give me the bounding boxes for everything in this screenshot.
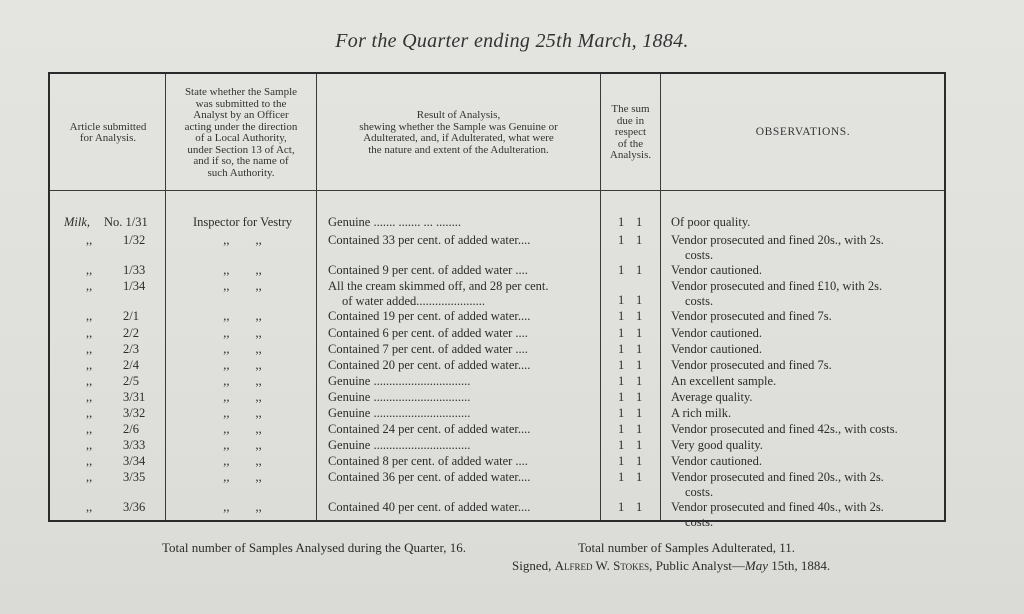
observation-text: Vendor cautioned.	[671, 263, 762, 277]
sample-number: 3/32	[123, 406, 146, 420]
result-text: Contained 24 per cent. of added water....	[328, 422, 531, 436]
sum-shillings: 1	[618, 390, 625, 404]
observation-cell	[671, 264, 941, 277]
ditto-mark: ,,	[255, 233, 262, 247]
observation-text: Vendor prosecuted and fined 7s.	[671, 358, 832, 372]
sample-number: 2/4	[123, 358, 139, 372]
sample-number: 1/33	[123, 263, 146, 277]
ditto-mark: ,,	[255, 422, 262, 436]
ditto-mark: ,,	[86, 263, 93, 277]
title-date: 25th March, 1884.	[535, 30, 689, 52]
result-text-continued: of water added......................	[342, 293, 486, 308]
ditto-mark: ,,	[223, 309, 230, 323]
sample-number: 2/1	[123, 309, 139, 323]
sum-shillings: 1	[618, 309, 625, 323]
observation-text: Vendor prosecuted and fined 7s.	[671, 309, 832, 323]
sum-shillings: 1	[618, 374, 625, 388]
ditto-mark: ,,	[255, 454, 262, 468]
observation-text: Average quality.	[671, 390, 753, 404]
observation-cell	[671, 327, 941, 340]
result-text: Contained 40 per cent. of added water....	[328, 500, 531, 514]
observation-text-continued: costs.	[685, 293, 714, 308]
sum-shillings: 1	[618, 215, 625, 229]
result-text: Genuine ...............................	[328, 374, 471, 388]
observation-text-continued: costs.	[685, 484, 714, 499]
ditto-mark: ,,	[86, 438, 93, 452]
sum-pence: 1	[636, 358, 643, 372]
observation-text: An excellent sample.	[671, 374, 777, 388]
observation-text: A rich milk.	[671, 406, 732, 420]
ditto-mark: ,,	[223, 326, 230, 340]
ditto-mark: ,,	[86, 342, 93, 356]
column-rule	[316, 74, 317, 520]
ditto-mark: ,,	[86, 406, 93, 420]
footer-totals	[162, 540, 796, 556]
sum-pence: 1	[636, 374, 643, 388]
observation-text: Vendor prosecuted and fined 42s., with costs.	[671, 422, 898, 436]
observation-text: Vendor prosecuted and fined 40s., with 2s.	[671, 500, 884, 514]
observation-cell	[671, 375, 941, 388]
header-observations: OBSERVATIONS.	[755, 126, 851, 139]
authority-cell	[170, 310, 315, 323]
ditto-mark: ,,	[255, 438, 262, 452]
observation-cell	[671, 439, 941, 452]
observation-text: Of poor quality.	[671, 215, 751, 229]
authority-cell	[170, 234, 315, 247]
authority-cell: Inspector for Vestry	[192, 215, 293, 229]
observation-text: Vendor cautioned.	[671, 342, 762, 356]
ditto-mark: ,,	[223, 454, 230, 468]
result-text: Genuine ....... ....... ... ........	[328, 215, 461, 229]
header-sum	[602, 78, 659, 188]
result-cell	[328, 423, 590, 436]
sum-pence: 1	[636, 326, 643, 340]
ditto-mark: ,,	[255, 342, 262, 356]
observation-cell	[671, 216, 941, 229]
observation-cell	[671, 391, 941, 404]
signature-line	[512, 558, 830, 574]
ditto-mark: ,,	[86, 326, 93, 340]
result-cell	[328, 471, 590, 484]
ditto-mark: ,,	[223, 279, 230, 293]
header-rule	[50, 190, 944, 191]
header-result-text: Result of Analysis, shewing whether the Sample was Genuine or Adulterated, and, if Adulterated, what were the nature and extent of the Adulteration.	[359, 109, 558, 156]
authority-cell	[170, 423, 315, 436]
ditto-mark: ,,	[86, 422, 93, 436]
result-cell	[328, 280, 590, 307]
result-text: Contained 8 per cent. of added water ....	[328, 454, 528, 468]
sum-shillings: 1	[618, 500, 625, 514]
result-cell	[328, 216, 590, 229]
observation-cell	[671, 359, 941, 372]
result-text: Contained 33 per cent. of added water....	[328, 233, 531, 247]
observation-cell	[671, 343, 941, 356]
authority-cell	[170, 471, 315, 484]
ditto-mark: ,,	[223, 342, 230, 356]
result-cell	[328, 359, 590, 372]
observation-cell	[671, 455, 941, 468]
ditto-mark: ,,	[255, 470, 262, 484]
observation-cell	[671, 423, 941, 436]
authority-cell	[170, 327, 315, 340]
result-text: All the cream skimmed off, and 28 per cent.	[328, 279, 549, 293]
signature-date: 15th, 1884.	[768, 558, 831, 573]
authority-cell	[170, 359, 315, 372]
result-cell	[328, 439, 590, 452]
column-rule	[165, 74, 166, 520]
authority-cell	[170, 375, 315, 388]
ditto-mark: ,,	[223, 406, 230, 420]
column-rule	[660, 74, 661, 520]
header-article	[52, 78, 164, 188]
authority-cell	[170, 264, 315, 277]
sample-number: 2/2	[123, 326, 139, 340]
sum-shillings: 1	[618, 233, 625, 247]
ditto-mark: ,,	[255, 500, 262, 514]
sample-number: 3/31	[123, 390, 146, 404]
title-prefix: For the Quarter ending	[335, 30, 536, 52]
observation-cell	[671, 501, 941, 528]
header-sum-text: The sum due in respect of the Analysis.	[609, 103, 652, 162]
signed-prefix: Signed,	[512, 558, 552, 573]
ditto-mark: ,,	[255, 390, 262, 404]
signatory-role: Public Analyst—	[655, 558, 745, 573]
result-cell	[328, 375, 590, 388]
sum-pence: 1	[636, 422, 643, 436]
ditto-mark: ,,	[223, 390, 230, 404]
observation-text: Vendor prosecuted and fined 20s., with 2s.	[671, 470, 884, 484]
sum-pence: 1	[636, 293, 643, 307]
authority-cell	[170, 439, 315, 452]
sum-pence: 1	[636, 390, 643, 404]
sum-shillings: 1	[618, 422, 625, 436]
ditto-mark: ,,	[255, 374, 262, 388]
result-text: Contained 20 per cent. of added water....	[328, 358, 531, 372]
total-adulterated: Total number of Samples Adulterated, 11.	[578, 540, 796, 555]
result-text: Contained 6 per cent. of added water ....	[328, 326, 528, 340]
ditto-mark: ,,	[223, 263, 230, 277]
result-cell	[328, 501, 590, 514]
ditto-mark: ,,	[86, 279, 93, 293]
sample-number: 1/34	[123, 279, 146, 293]
result-text: Genuine ...............................	[328, 406, 471, 420]
sum-pence: 1	[636, 454, 643, 468]
result-text: Genuine ...............................	[328, 390, 471, 404]
article-name: Milk,	[64, 215, 91, 229]
sum-shillings: 1	[618, 438, 625, 452]
authority-cell	[170, 455, 315, 468]
sum-pence: 1	[636, 342, 643, 356]
sum-shillings: 1	[618, 470, 625, 484]
header-authority-text: State whether the Sample was submitted to the Analyst by an Officer acting under the direction of a Local Authority, under Section 13 of Act, and if so, the name of such Authority.	[184, 86, 298, 179]
sum-pence: 1	[636, 263, 643, 277]
sample-number: 2/6	[123, 422, 139, 436]
observation-cell	[671, 407, 941, 420]
sum-shillings: 1	[618, 326, 625, 340]
sample-number: 3/35	[123, 470, 146, 484]
result-cell	[328, 391, 590, 404]
result-cell	[328, 343, 590, 356]
result-cell	[328, 407, 590, 420]
observation-text: Vendor prosecuted and fined £10, with 2s.	[671, 279, 883, 293]
ditto-mark: ,,	[255, 279, 262, 293]
ditto-mark: ,,	[255, 406, 262, 420]
sample-number: 3/33	[123, 438, 146, 452]
sample-number: 2/5	[123, 374, 139, 388]
result-cell	[328, 455, 590, 468]
sum-shillings: 1	[618, 293, 625, 307]
column-rule	[600, 74, 601, 520]
sum-shillings: 1	[618, 342, 625, 356]
authority-cell	[170, 343, 315, 356]
ditto-mark: ,,	[255, 309, 262, 323]
signature-month: May	[744, 558, 768, 573]
result-text: Genuine ...............................	[328, 438, 471, 452]
ditto-mark: ,,	[86, 470, 93, 484]
authority-cell	[170, 501, 315, 514]
header-result	[318, 78, 599, 188]
sum-pence: 1	[636, 233, 643, 247]
ditto-mark: ,,	[223, 438, 230, 452]
observation-text-continued: costs.	[685, 247, 714, 262]
sample-number: 2/3	[123, 342, 139, 356]
ditto-mark: ,,	[86, 390, 93, 404]
result-cell	[328, 234, 590, 247]
observation-text: Vendor prosecuted and fined 20s., with 2s.	[671, 233, 884, 247]
ditto-mark: ,,	[86, 454, 93, 468]
sample-number: 3/36	[123, 500, 146, 514]
sample-number: No. 1/31	[104, 215, 148, 229]
ditto-mark: ,,	[255, 326, 262, 340]
sum-pence: 1	[636, 406, 643, 420]
result-cell	[328, 310, 590, 323]
sum-shillings: 1	[618, 263, 625, 277]
ditto-mark: ,,	[223, 233, 230, 247]
sum-pence: 1	[636, 470, 643, 484]
observation-text: Vendor cautioned.	[671, 454, 762, 468]
result-cell	[328, 264, 590, 277]
authority-cell	[170, 407, 315, 420]
total-analysed: Total number of Samples Analysed during the Quarter, 16.	[162, 540, 467, 555]
signatory-name: Alfred W. Stokes,	[554, 558, 653, 573]
observation-text-continued: costs.	[685, 514, 714, 529]
result-text: Contained 9 per cent. of added water ....	[328, 263, 528, 277]
sum-shillings: 1	[618, 406, 625, 420]
observation-cell	[671, 310, 941, 323]
header-article-text: Article submitted for Analysis.	[69, 120, 147, 144]
observation-cell	[671, 234, 941, 261]
analysis-table	[48, 72, 946, 529]
sum-shillings: 1	[618, 454, 625, 468]
sum-pence: 1	[636, 500, 643, 514]
ditto-mark: ,,	[86, 358, 93, 372]
ditto-mark: ,,	[86, 309, 93, 323]
observation-text: Vendor cautioned.	[671, 326, 762, 340]
ditto-mark: ,,	[255, 263, 262, 277]
sample-number: 1/32	[123, 233, 146, 247]
result-cell	[328, 327, 590, 340]
observation-text: Very good quality.	[671, 438, 763, 452]
authority-cell	[170, 280, 315, 293]
ditto-mark: ,,	[223, 500, 230, 514]
sum-pence: 1	[636, 438, 643, 452]
result-text: Contained 19 per cent. of added water....	[328, 309, 531, 323]
sum-pence: 1	[636, 215, 643, 229]
result-text: Contained 7 per cent. of added water ....	[328, 342, 528, 356]
authority-cell	[170, 391, 315, 404]
ditto-mark: ,,	[223, 374, 230, 388]
sum-pence: 1	[636, 309, 643, 323]
page-title	[0, 30, 1024, 53]
sample-number: 3/34	[123, 454, 146, 468]
ditto-mark: ,,	[86, 500, 93, 514]
ditto-mark: ,,	[223, 358, 230, 372]
observation-cell	[671, 280, 941, 307]
ditto-mark: ,,	[223, 470, 230, 484]
header-authority	[167, 78, 315, 188]
sum-shillings: 1	[618, 358, 625, 372]
observation-cell	[671, 471, 941, 498]
ditto-mark: ,,	[86, 374, 93, 388]
ditto-mark: ,,	[223, 422, 230, 436]
ditto-mark: ,,	[255, 358, 262, 372]
ditto-mark: ,,	[86, 233, 93, 247]
result-text: Contained 36 per cent. of added water....	[328, 470, 531, 484]
